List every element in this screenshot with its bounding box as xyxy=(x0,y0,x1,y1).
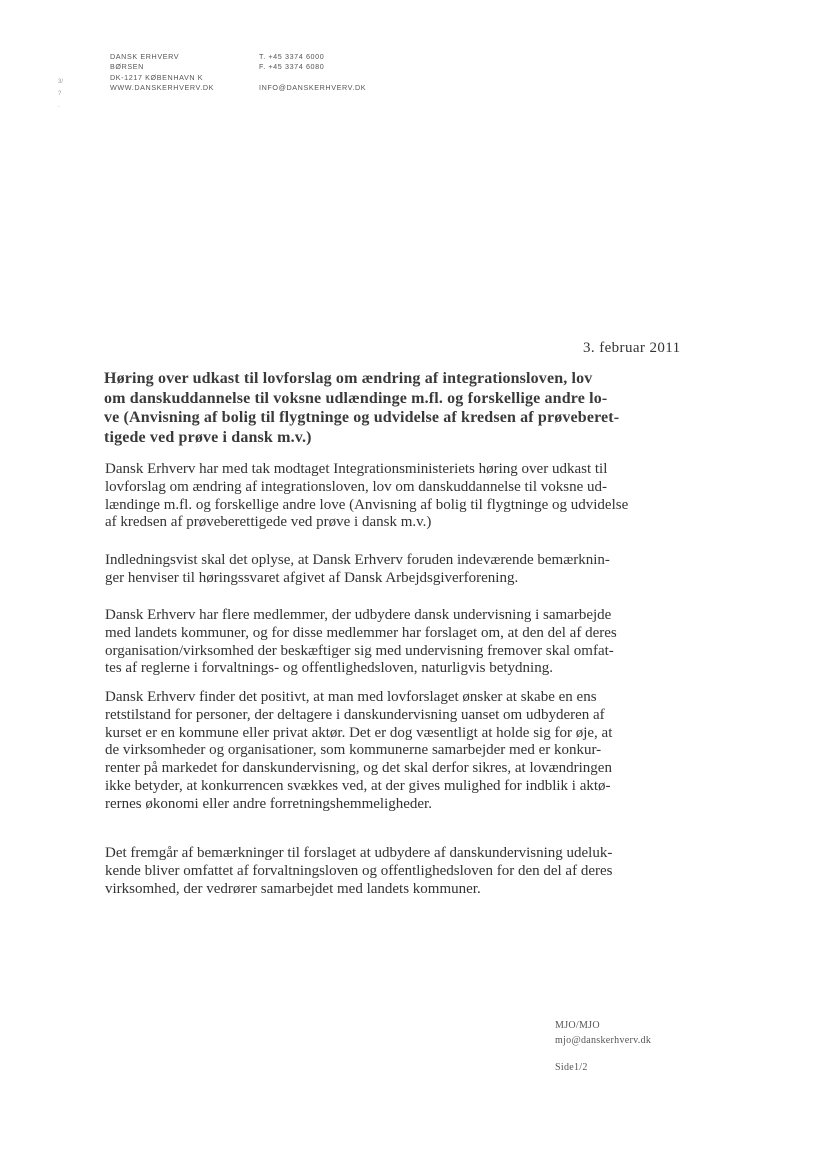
title-line: tigede ved prøve i dansk m.v.) xyxy=(104,428,312,446)
paragraph-members xyxy=(105,607,685,678)
paragraph-line: virksomhed, der vedrører samarbejdet med landets kommuner. xyxy=(105,880,481,897)
letterhead-fax: F. +45 3374 6080 xyxy=(259,62,325,72)
letterhead-email: INFO@DANSKERHVERV.DK xyxy=(259,83,367,93)
letterhead-website: WWW.DANSKERHVERV.DK xyxy=(110,83,215,93)
footer-initials: MJO/MJO xyxy=(555,1020,600,1031)
paragraph-line: Indledningsvist skal det oplyse, at Dansk Erhverv foruden indeværende bemærknin- xyxy=(105,552,610,568)
margin-mark: ? xyxy=(58,91,62,97)
letterhead-address xyxy=(110,52,214,94)
paragraph-line: kende bliver omfattet af forvaltningsloven og offentlighedsloven for den del af deres xyxy=(105,862,613,879)
letterhead-spacer xyxy=(259,73,366,83)
page-number: Side1/2 xyxy=(555,1062,588,1073)
letter-title xyxy=(104,369,684,447)
margin-mark: . xyxy=(58,103,60,109)
paragraph-line: organisation/virksomhed der beskæftiger sig med undervisning fremover skal omfat- xyxy=(105,642,614,659)
paragraph-line: Dansk Erhverv finder det positivt, at man med lovforslaget ønsker at skabe en ens xyxy=(105,689,597,705)
paragraph-line: Dansk Erhverv har med tak modtaget Integrationsministeriets høring over udkast til xyxy=(105,461,608,477)
paragraph-line: de virksomheder og organisationer, som kommunerne samarbejder med er konkur- xyxy=(105,742,602,759)
paragraph-line: lovforslag om ændring af integrationsloven, lov om danskuddannelse til voksne ud- xyxy=(105,478,608,495)
paragraph-line: kurset er en kommune eller privat aktør. Det er dog væsentligt at holde sig for øje, at xyxy=(105,724,613,741)
paragraph-intro xyxy=(105,461,685,532)
margin-marks xyxy=(58,76,63,112)
paragraph-line: af kredsen af prøveberettigede ved prøve i dansk m.v.) xyxy=(105,514,432,531)
paragraph-line: med landets kommuner, og for disse medlemmer har forslaget om, at den del af deres xyxy=(105,624,617,641)
letterhead-phone: T. +45 3374 6000 xyxy=(259,52,325,61)
paragraph-line: Dansk Erhverv har flere medlemmer, der udbydere dansk undervisning i samarbejde xyxy=(105,607,612,623)
margin-mark: 3/ xyxy=(58,79,64,85)
letterhead-postal: DK-1217 KØBENHAVN K xyxy=(110,72,204,82)
paragraph-line: Det fremgår af bemærkninger til forslaget at udbydere af danskundervisning udeluk- xyxy=(105,845,613,861)
letterhead-contact xyxy=(259,52,366,94)
paragraph-scope xyxy=(105,845,685,898)
paragraph-reference xyxy=(105,552,685,588)
letterhead-building: BØRSEN xyxy=(110,62,144,72)
paragraph-line: ikke betyder, at konkurrencen svækkes ved, at der gives mulighed for indblik i aktø- xyxy=(105,777,611,794)
paragraph-line: tes af reglerne i forvaltnings- og offentlighedsloven, naturligvis betydning. xyxy=(105,660,553,677)
footer-email: mjo@danskerhverv.dk xyxy=(555,1035,652,1046)
paragraph-line: lændinge m.fl. og forskellige andre love (Anvisning af bolig til flygtninge og udvidelse xyxy=(105,496,629,513)
letterhead-company: DANSK ERHVERV xyxy=(110,52,180,61)
title-line: Høring over udkast til lovforslag om ændring af integrationsloven, lov xyxy=(104,370,593,387)
title-line: om danskuddannelse til voksne udlændinge m.fl. og forskellige andre lo- xyxy=(104,389,608,407)
title-line: ve (Anvisning af bolig til flygtninge og udvidelse af kredsen af prøveberet- xyxy=(104,409,620,426)
paragraph-line: renter på markedet for danskundervisning, og det skal derfor sikres, at lovændringen xyxy=(105,760,612,777)
paragraph-line: retstilstand for personer, der deltagere i danskundervisning uanset om udbyderen af xyxy=(105,706,605,723)
paragraph-line: ger henviser til høringssvaret afgivet af Dansk Arbejdsgiverforening. xyxy=(105,569,519,586)
paragraph-competition xyxy=(105,689,685,814)
paragraph-line: rernes økonomi eller andre forretningshemmeligheder. xyxy=(105,795,432,812)
letter-date: 3. februar 2011 xyxy=(583,340,681,356)
